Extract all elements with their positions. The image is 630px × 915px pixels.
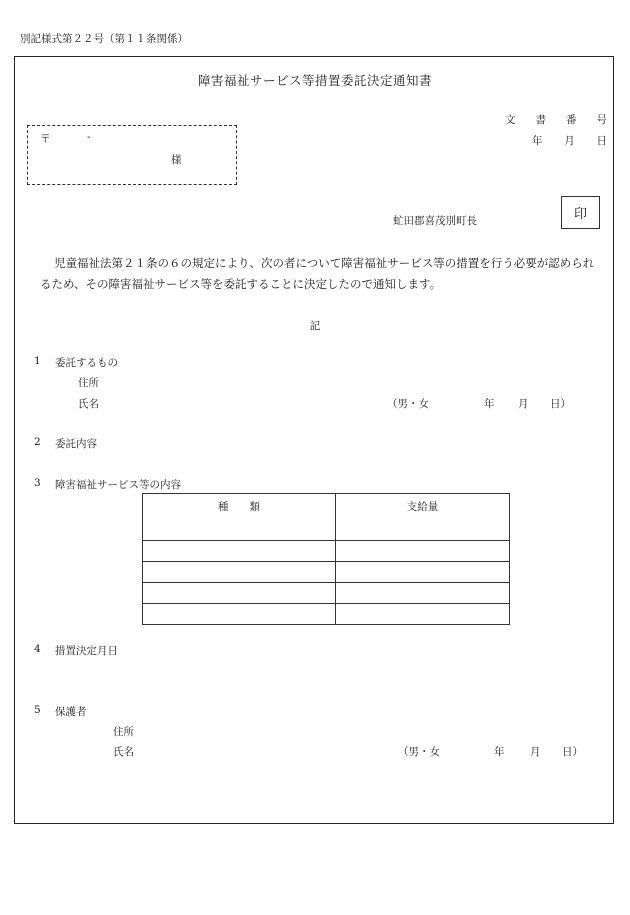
document-number-label: 文 書 番 号 bbox=[505, 114, 607, 126]
service-table bbox=[142, 493, 510, 625]
section-4-label: 措置決定月日 bbox=[55, 645, 118, 657]
section-5-birth-month: 月 bbox=[530, 746, 541, 758]
section-1-birth-year: 年 bbox=[484, 398, 495, 410]
section-1-number: 1 bbox=[34, 355, 41, 367]
section-4-number: 4 bbox=[34, 643, 41, 655]
form-number: 別記様式第２２号（第１１条関係） bbox=[20, 33, 188, 45]
table-row bbox=[143, 583, 510, 604]
recipient-honorific: 様 bbox=[171, 154, 182, 166]
section-5-name-label: 氏名 bbox=[113, 746, 134, 758]
section-5-address-label: 住所 bbox=[113, 726, 134, 738]
section-5-birth-day: 日） bbox=[562, 746, 583, 758]
postal-dash: - bbox=[87, 131, 91, 143]
table-row bbox=[143, 604, 510, 625]
section-1-name-label: 氏名 bbox=[78, 398, 99, 410]
issue-date: 年 月 日 bbox=[532, 135, 607, 147]
section-5-number: 5 bbox=[34, 704, 41, 716]
recipient-address-box bbox=[27, 125, 237, 185]
sender-name: 虻田郡喜茂別町長 bbox=[393, 215, 477, 227]
section-5-label: 保護者 bbox=[55, 706, 87, 718]
section-3-number: 3 bbox=[34, 477, 41, 489]
ki-heading: 記 bbox=[309, 320, 321, 332]
seal-label: 印 bbox=[573, 207, 587, 222]
body-text-line-1: 児童福祉法第２１条の６の規定により、次の者について障害福祉サービス等の措置を行う必要が認められ bbox=[54, 256, 595, 270]
document-title: 障害福祉サービス等措置委託決定通知書 bbox=[197, 73, 432, 88]
section-2-label: 委託内容 bbox=[55, 438, 97, 450]
seal-box bbox=[561, 196, 600, 229]
section-5-birth-year: 年 bbox=[494, 746, 505, 758]
table-header-row bbox=[143, 494, 510, 541]
section-1-label: 委託するもの bbox=[55, 357, 118, 369]
section-3-label: 障害福祉サービス等の内容 bbox=[55, 479, 181, 491]
column-type: 種 類 bbox=[143, 494, 336, 541]
section-5-gender: （男・女 bbox=[398, 746, 440, 758]
column-amount: 支給量 bbox=[336, 494, 510, 541]
table-row bbox=[143, 562, 510, 583]
section-1-address-label: 住所 bbox=[78, 377, 99, 389]
section-1-birth-day: 日） bbox=[550, 398, 571, 410]
section-2-number: 2 bbox=[34, 436, 41, 448]
section-1-birth-month: 月 bbox=[518, 398, 529, 410]
body-text-line-2: るため、その障害福祉サービス等を委託することに決定したので通知します。 bbox=[40, 277, 442, 291]
table-row bbox=[143, 541, 510, 562]
section-1-gender: （男・女 bbox=[387, 398, 429, 410]
postal-mark: 〒 bbox=[40, 133, 51, 145]
